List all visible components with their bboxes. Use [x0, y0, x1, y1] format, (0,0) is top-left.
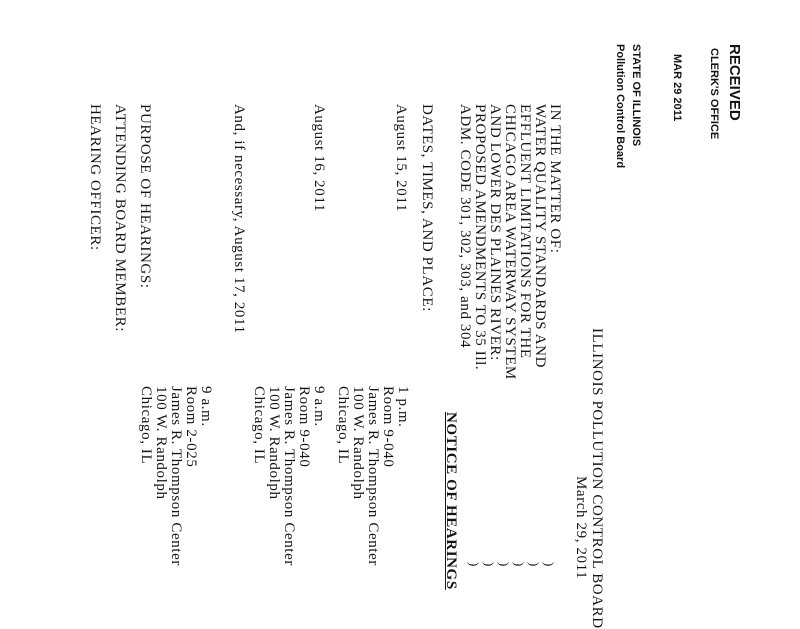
caption-line: AND LOWER DES PLAINES RIVER:: [487, 104, 503, 361]
caption-paren: ): [512, 562, 527, 567]
board-member-label: ATTENDING BOARD MEMBER:: [112, 104, 128, 332]
stamp-board: Pollution Control Board: [614, 44, 626, 169]
notice-title: NOTICE OF HEARINGS: [443, 412, 459, 590]
caption-line: CHICAGO AREA WATERWAY SYSTEM: [502, 104, 518, 380]
clerks-office-stamp: CLERK'S OFFICE: [708, 48, 720, 140]
caption-line: ADM. CODE 301, 302, 303, and 304: [457, 104, 473, 349]
hearing-street: 100 W. Randolph: [350, 386, 366, 500]
caption-paren: ): [482, 562, 497, 567]
hearing-building: James R. Thompson Center: [365, 386, 381, 566]
hearing-building: James R. Thompson Center: [281, 386, 297, 566]
hearing-time: 9 a.m.: [311, 386, 327, 427]
hearing-street: 100 W. Randolph: [153, 386, 169, 500]
hearing-street: 100 W. Randolph: [266, 386, 282, 500]
stamp-state: STATE OF ILLINOIS: [630, 44, 642, 147]
hearing-room: Room 2-025: [183, 386, 199, 468]
caption-title: IN THE MATTER OF:: [547, 104, 563, 254]
hearing-date: And, if necessary, August 17, 2011: [231, 104, 247, 334]
hearing-room: Room 9-040: [296, 386, 312, 468]
hearing-date: August 16, 2011: [311, 104, 327, 213]
caption-paren: ): [542, 562, 557, 567]
hearing-time: 9 a.m.: [198, 386, 214, 427]
caption-paren: ): [467, 562, 482, 567]
hearing-building: James R. Thompson Center: [168, 386, 184, 566]
purpose-label: PURPOSE OF HEARINGS:: [137, 104, 153, 289]
caption-line: WATER QUALITY STANDARDS AND: [532, 104, 548, 369]
caption-paren: ): [497, 562, 512, 567]
section-label-dates: DATES, TIMES, AND PLACE:: [419, 104, 435, 312]
hearing-time: 1 p.m.: [395, 386, 411, 428]
stamp-date: MAR 29 2011: [671, 54, 683, 122]
caption-paren: ): [527, 562, 542, 567]
hearing-officer-label: HEARING OFFICER:: [87, 104, 103, 251]
hearing-date: August 15, 2011: [393, 104, 409, 213]
hearing-city: Chicago, IL: [251, 386, 267, 465]
hearing-city: Chicago, IL: [335, 386, 351, 465]
received-stamp: RECEIVED: [726, 44, 743, 121]
board-name-heading: ILLINOIS POLLUTION CONTROL BOARD: [589, 328, 605, 629]
hearing-city: Chicago, IL: [138, 386, 154, 465]
header-date: March 29, 2011: [573, 476, 589, 580]
caption-line: PROPOSED AMENDMENTS TO 35 Ill.: [472, 104, 488, 371]
hearing-room: Room 9-040: [380, 386, 396, 468]
caption-line: EFFLUENT LIMITATIONS FOR THE: [517, 104, 533, 359]
